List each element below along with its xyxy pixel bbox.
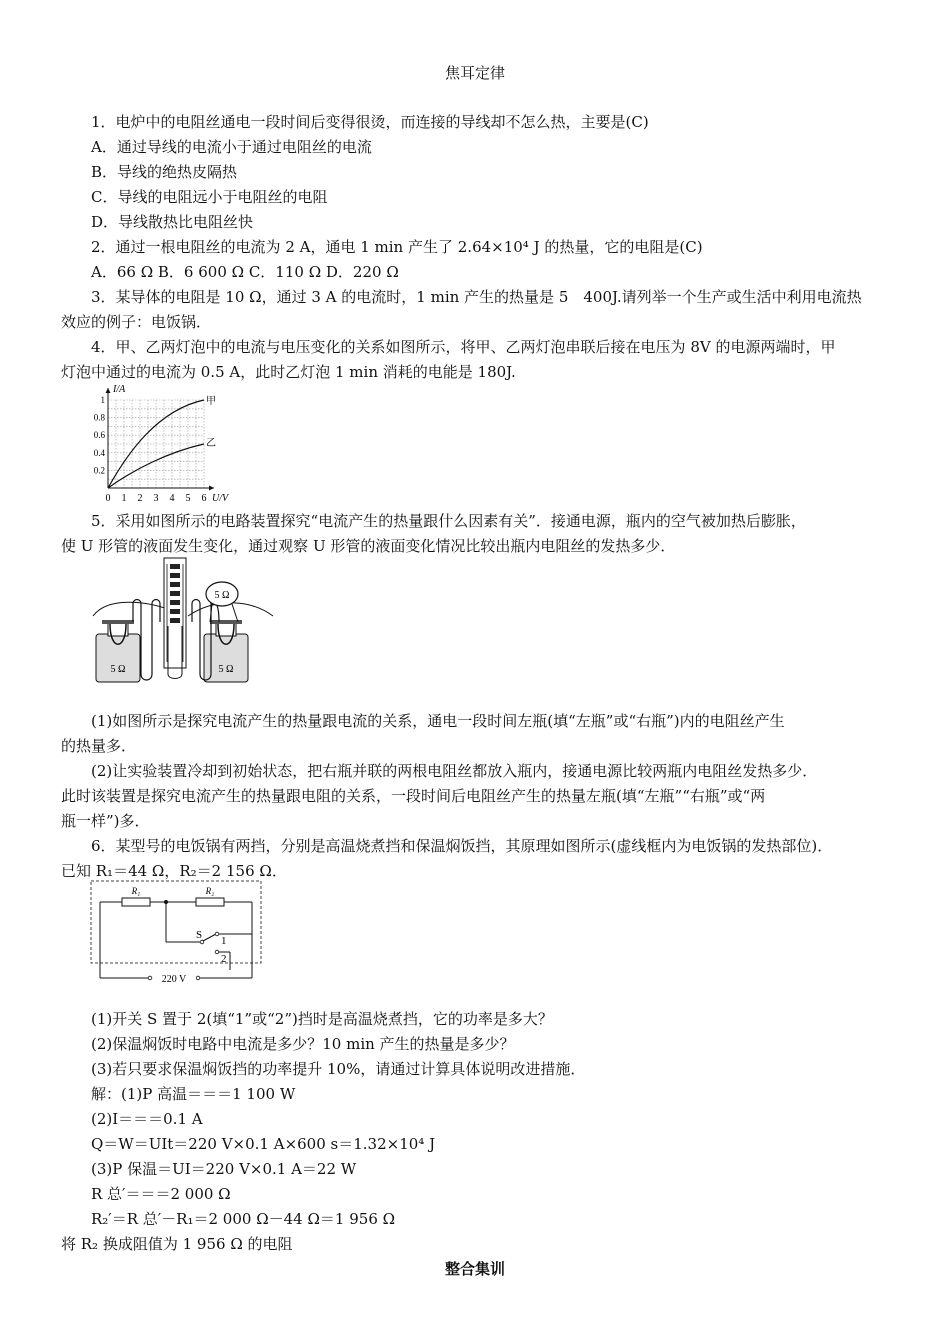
voltage-label: 220 V [161, 974, 187, 985]
solution-conclusion: 将 R₂ 换成阻值为 1 956 Ω 的电阻 [61, 1235, 293, 1253]
x-tick: 6 [201, 493, 207, 504]
q2-options: A．66 Ω B．6 600 Ω C．110 Ω D．220 Ω [91, 263, 399, 281]
x-axis-label: U/V [212, 493, 229, 504]
y-tick: 0.2 [93, 465, 105, 476]
section-heading: 整合集训 [444, 1260, 505, 1278]
x-tick: 0 [105, 493, 111, 504]
q4-stem-cont: 灯泡中通过的电流为 0.5 A，此时乙灯泡 1 min 消耗的电能是 180J. [61, 363, 516, 381]
q1-option-c: C．导线的电阻远小于电阻丝的电阻 [91, 188, 328, 206]
x-tick: 5 [185, 493, 191, 504]
iv-graph [88, 382, 248, 504]
q6-part1: (1)开关 S 置于 2(填“1”或“2”)挡时是高温烧煮挡，它的功率是多大？ [91, 1010, 553, 1028]
y-tick: 0.8 [93, 412, 105, 423]
y-tick: 0.4 [93, 447, 105, 458]
solution-6: R₂′＝R 总′－R₁＝2 000 Ω－44 Ω＝1 956 Ω [91, 1210, 396, 1228]
q5-stem-cont: 使 U 形管的液面发生变化，通过观察 U 形管的液面变化情况比较出瓶内电阻丝的发热多少． [61, 537, 676, 555]
q6-part2: (2)保温焖饭时电路中电流是多少？10 min 产生的热量是多少？ [91, 1035, 515, 1053]
r2-label: R₂ [205, 886, 215, 896]
solution-1: 解：(1)P 高温＝＝＝1 100 W [91, 1085, 296, 1103]
circuit-diagram [90, 880, 262, 992]
solution-3: Q＝W＝UIt＝220 V×0.1 A×600 s＝1.32×10⁴ J [91, 1135, 436, 1153]
apparatus-figure [88, 556, 278, 686]
left-resistor-label: 5 Ω [110, 664, 126, 675]
q6-stem: 6．某型号的电饭锅有两挡，分别是高温烧煮挡和保温焖饭挡，其原理如图所示(虚线框内为电饭锅的发热部位)． [91, 837, 833, 855]
solution-2: (2)I＝＝＝0.1 A [91, 1110, 203, 1128]
x-tick: 1 [121, 493, 127, 504]
q6-stem-cont: 已知 R₁＝44 Ω，R₂＝2 156 Ω． [61, 862, 287, 880]
q1-stem: 1．电炉中的电阻丝通电一段时间后变得很烫，而连接的导线却不怎么热，主要是(C) [91, 113, 649, 131]
right-resistor-label: 5 Ω [218, 664, 234, 675]
y-axis-label: I/A [113, 384, 126, 395]
series-a-label: 甲 [206, 396, 216, 407]
switch-pos-2: 2 [221, 953, 227, 965]
q5-part2: (2)让实验装置冷却到初始状态，把右瓶并联的两根电阻丝都放入瓶内，接通电源比较两瓶内电阻丝发热多少． [91, 762, 818, 780]
q3-stem-cont: 效应的例子：电饭锅． [61, 313, 212, 331]
q5-stem: 5．采用如图所示的电路装置探究“电流产生的热量跟什么因素有关”．接通电源，瓶内的空气被加热后膨胀， [91, 512, 806, 530]
q1-option-b: B．导线的绝热皮隔热 [91, 163, 238, 181]
q1-option-a: A．通过导线的电流小于通过电阻丝的电流 [91, 138, 372, 156]
y-tick: 1 [100, 395, 105, 405]
x-tick: 3 [153, 493, 159, 504]
solution-5: R 总′＝＝＝2 000 Ω [91, 1185, 231, 1203]
q3-stem: 3．某导体的电阻是 10 Ω，通过 3 A 的电流时，1 min 产生的热量是 5 400J.请列举一个生产或生活中利用电流热 [91, 288, 862, 306]
series-b-label: 乙 [206, 438, 216, 449]
q4-stem: 4．甲、乙两灯泡中的电流与电压变化的关系如图所示，将甲、乙两灯泡串联后接在电压为 8V 的电源两端时，甲 [91, 338, 836, 356]
q6-part3: (3)若只要求保温焖饭挡的功率提升 10%，请通过计算具体说明改进措施． [91, 1060, 586, 1078]
solution-4: (3)P 保温＝UI＝220 V×0.1 A＝22 W [91, 1160, 357, 1178]
q5-part1: (1)如图所示是探究电流产生的热量跟电流的关系，通电一段时间左瓶(填“左瓶”或“右瓶”)内的电阻丝产生 [91, 712, 785, 730]
q5-part2-cont2: 瓶一样”)多． [61, 812, 150, 830]
q1-option-d: D．导线散热比电阻丝快 [91, 213, 254, 231]
y-tick: 0.6 [93, 430, 105, 441]
external-resistor-label: 5 Ω [214, 590, 230, 601]
q2-stem: 2．通过一根电阻丝的电流为 2 A，通电 1 min 产生了 2.64×10⁴ J 的热量，它的电阻是(C) [91, 238, 703, 256]
x-tick: 4 [169, 493, 175, 504]
x-tick: 2 [137, 493, 143, 504]
page-title: 焦耳定律 [444, 64, 505, 82]
switch-pos-1: 1 [221, 935, 227, 947]
q5-part1-cont: 的热量多． [61, 737, 137, 755]
r1-label: R₁ [131, 886, 141, 896]
q5-part2-cont: 此时该装置是探究电流产生的热量跟电阻的关系，一段时间后电阻丝产生的热量左瓶(填“左瓶”“右瓶”或“两 [61, 787, 766, 805]
switch-label: S [196, 929, 203, 941]
